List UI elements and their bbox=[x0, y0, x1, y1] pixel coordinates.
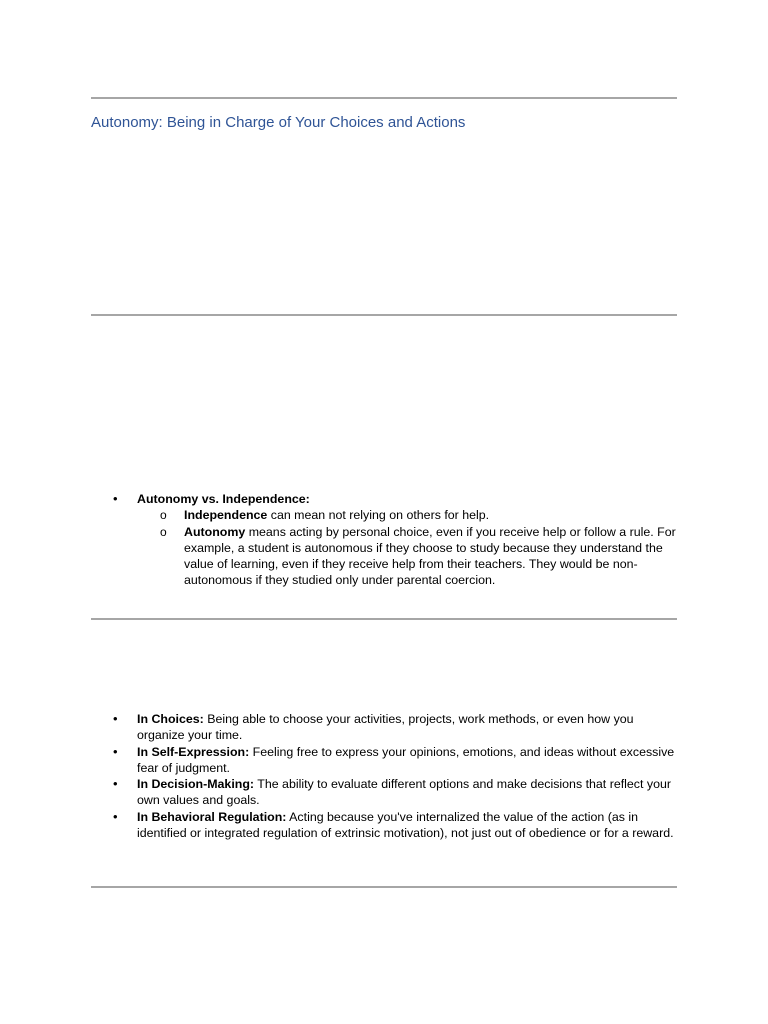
divider-3 bbox=[91, 618, 677, 620]
sub-bullet-icon: o bbox=[160, 508, 167, 523]
autonomy-areas-list bbox=[91, 711, 681, 841]
bullet-icon: • bbox=[113, 491, 118, 506]
bullet-icon: • bbox=[113, 776, 118, 792]
bullet-icon: • bbox=[113, 711, 118, 726]
divider-2 bbox=[91, 314, 677, 316]
item-term: In Self-Expression: bbox=[137, 744, 250, 759]
sub-list-item bbox=[137, 524, 681, 589]
item-term: In Decision-Making: bbox=[137, 777, 255, 792]
bullet-icon: • bbox=[113, 808, 118, 824]
list-item bbox=[91, 809, 681, 842]
sub-list bbox=[137, 507, 681, 588]
item-term: Independence bbox=[184, 508, 268, 523]
item-text: Acting because you've internalized the value of the action (as in identified or integrated regulation of extrinsic motivation), not just out of obedience or for a reward. bbox=[137, 809, 674, 841]
item-text: Feeling free to express your opinions, emotions, and ideas without excessive fear of judgment. bbox=[137, 744, 675, 775]
item-text: The ability to evaluate different options and make decisions that reflect your own values and goals. bbox=[137, 777, 671, 808]
item-term: In Choices: bbox=[137, 712, 204, 726]
item-term: In Behavioral Regulation: bbox=[137, 809, 287, 824]
item-text: Being able to choose your activities, projects, work methods, or even how you organize your time. bbox=[137, 712, 634, 743]
page-title: Autonomy: Being in Charge of Your Choices and Actions bbox=[91, 114, 466, 131]
divider-4 bbox=[91, 886, 677, 888]
sub-list-item bbox=[137, 507, 681, 523]
list-item bbox=[91, 711, 681, 744]
item-text: can mean not relying on others for help. bbox=[267, 508, 490, 523]
divider-1 bbox=[91, 97, 677, 99]
bullet-icon: • bbox=[113, 743, 118, 759]
list-item bbox=[91, 744, 681, 777]
autonomy-vs-independence-list bbox=[91, 491, 681, 589]
section-heading: Autonomy vs. Independence: bbox=[137, 492, 310, 506]
list-item bbox=[91, 491, 681, 589]
item-text: means acting by personal choice, even if you receive help or follow a rule. For example, a student is autonomous if they choose to study because they understand the value of learning, even if they receive help from their teachers. They would be non-autonomous if they studied only under parental coercion. bbox=[184, 524, 676, 588]
list-item bbox=[91, 776, 681, 809]
sub-bullet-icon: o bbox=[160, 524, 167, 539]
item-term: Autonomy bbox=[184, 524, 246, 539]
